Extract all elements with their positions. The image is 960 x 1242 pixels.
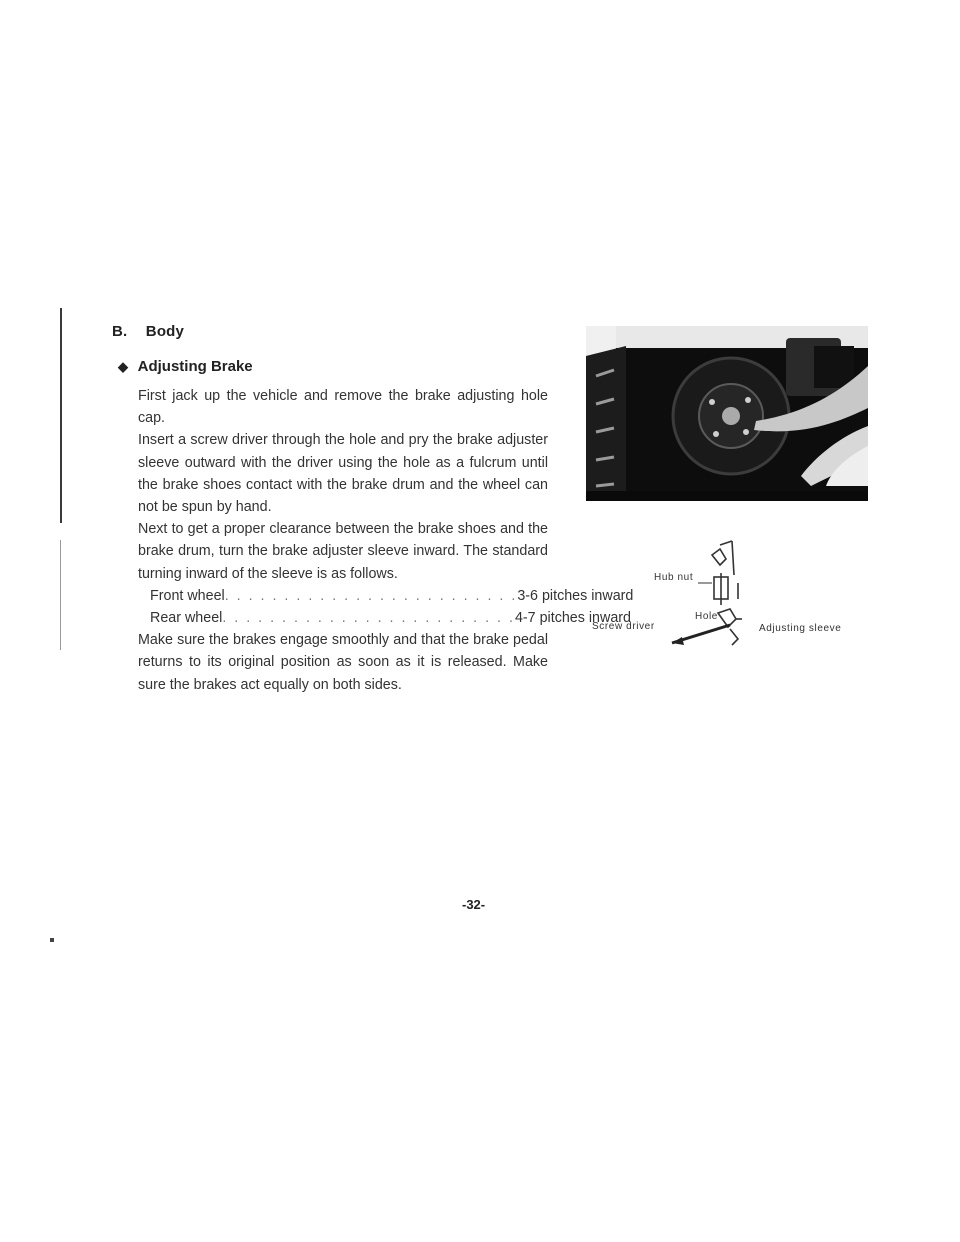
label-hub-nut: Hub nut [654, 572, 694, 583]
diamond-bullet-icon: ◆ [118, 359, 128, 374]
dot-leader: . . . . . . . . . . . . . . . . . . . . . . . . . [224, 587, 518, 604]
margin-rule-short [60, 540, 61, 650]
spec-row-rear [138, 607, 631, 629]
spec-label: Front wheel [150, 587, 225, 604]
dot-leader: . . . . . . . . . . . . . . . . . . . . . . . . . [222, 610, 515, 627]
page-number: -32- [462, 897, 486, 912]
subsection-heading [118, 358, 253, 375]
photo-illustration [586, 326, 868, 501]
paragraph-clearance: Next to get a proper clearance between the brake shoes and the brake drum, turn the brake adjuster sleeve inward. The standard turning inward of the sleeve is as follows. [138, 521, 548, 582]
label-screw-driver: Screw driver [592, 621, 655, 632]
subsection-title: Adjusting Brake [137, 358, 253, 375]
spec-label: Rear wheel [150, 610, 223, 627]
spec-row-front [138, 585, 634, 607]
section-number: B. [112, 323, 128, 340]
section-title: Body [145, 323, 185, 340]
instructions-body [138, 385, 634, 696]
brake-adjustment-photo [586, 326, 868, 501]
margin-rule-long [60, 308, 62, 523]
paragraph-insert-screwdriver: Insert a screw driver through the hole and pry the brake adjuster sleeve outward with the driver using the hole as a fulcrum until the brake shoes contact with the brake drum and the wheel can not be spun by hand. [138, 432, 548, 516]
spec-value: 4-7 pitches inward [514, 610, 631, 627]
brake-adjuster-diagram [592, 535, 862, 655]
spec-value: 3-6 pitches inward [517, 587, 634, 604]
section-heading [112, 323, 184, 340]
paragraph-closing: Make sure the brakes engage smoothly and that the brake pedal returns to its original position as soon as it is released. Make sure the brakes act equally on both sides. [138, 632, 548, 693]
scan-speck [50, 938, 54, 942]
label-adjusting-sleeve: Adjusting sleeve [759, 623, 842, 634]
paragraph-jack-up: First jack up the vehicle and remove the brake adjusting hole cap. [138, 388, 548, 427]
label-hole: Hole [695, 611, 718, 622]
